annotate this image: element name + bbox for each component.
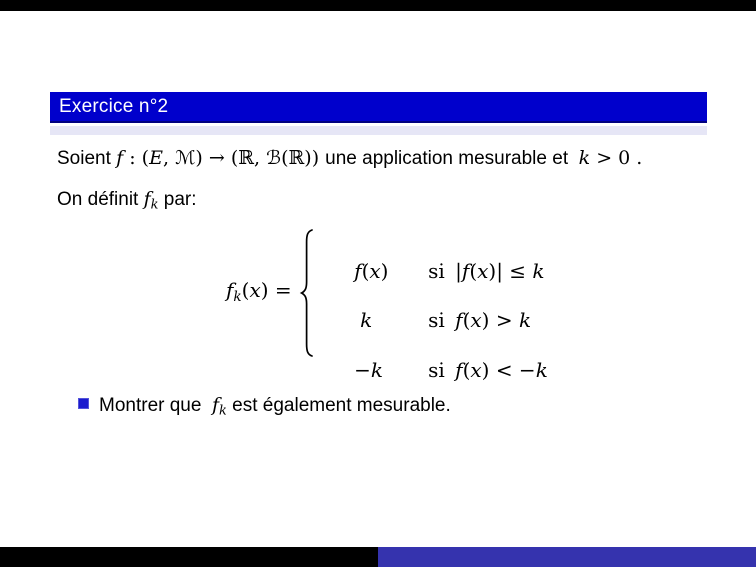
row-condition: f(x) > k <box>455 308 532 332</box>
frame-title-bar <box>50 92 707 123</box>
top-bar <box>0 0 756 11</box>
body-line-hypothesis: Soient f : (E, ℳ) → (ℝ, ℬ(ℝ)) une application mesurable et k > 0 . <box>57 147 643 169</box>
row-si: si <box>428 259 445 283</box>
footer-bar-left <box>0 547 378 567</box>
footer-bar-right <box>378 547 756 567</box>
row-condition: |f(x)| ≤ k <box>455 259 545 283</box>
frame-title-shadow <box>50 126 707 135</box>
equation-lhs: fk(x) = <box>226 278 299 305</box>
equation-row <box>316 231 545 283</box>
row-condition: f(x) < −k <box>455 358 548 382</box>
equation-row <box>316 330 548 382</box>
row-value: −k <box>354 358 384 382</box>
row-si: si <box>428 308 445 332</box>
bullet-square-icon <box>78 398 89 409</box>
row-value: f(x) <box>354 259 389 283</box>
cases-brace-icon <box>299 228 315 358</box>
equation-row <box>316 280 532 332</box>
bullet-item-text: Montrer que fk est également mesurable. <box>99 394 451 419</box>
row-value: k <box>360 308 373 332</box>
frame-title: Exercice n°2 <box>59 95 169 117</box>
body-line-definition: On définit fk par: <box>57 188 197 213</box>
row-si: si <box>428 358 445 382</box>
